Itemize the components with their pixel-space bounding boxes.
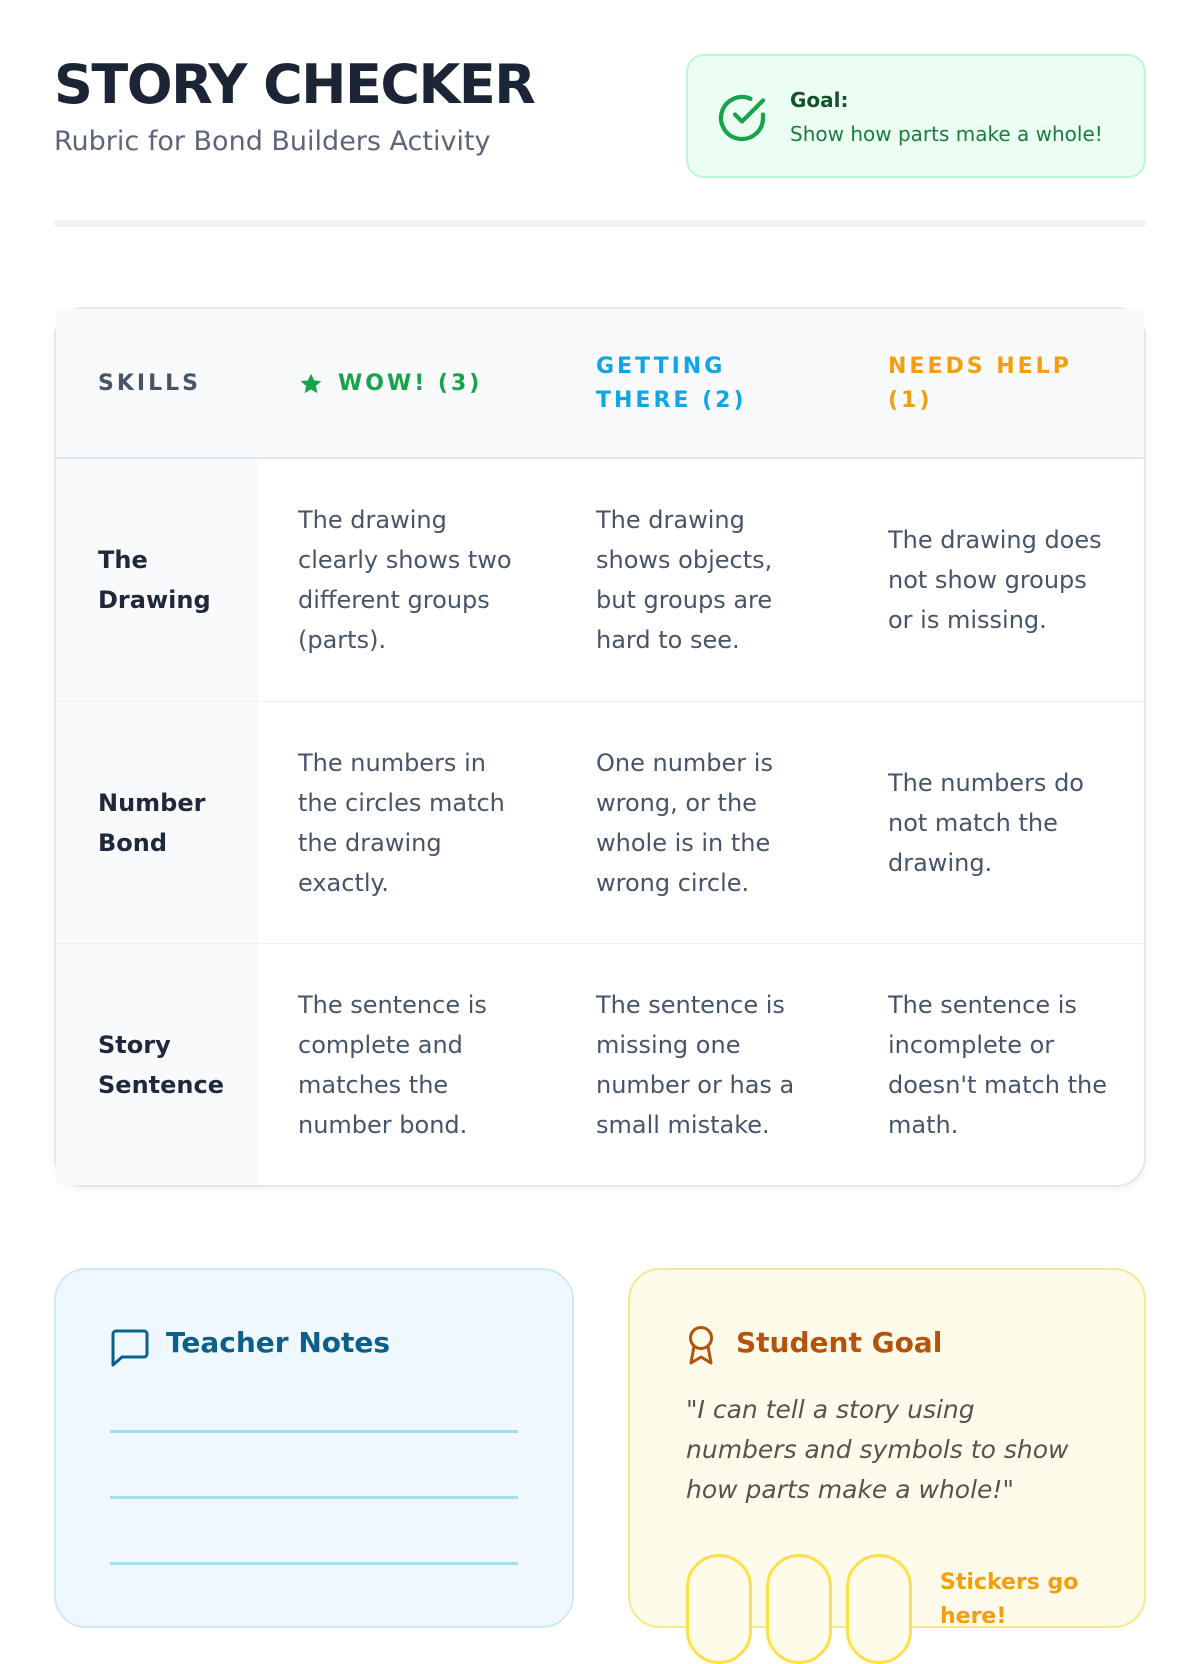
rubric-table bbox=[54, 307, 1146, 1187]
skill-cell bbox=[56, 702, 258, 943]
award-icon bbox=[684, 1324, 718, 1366]
goal-label: Goal: bbox=[790, 88, 849, 112]
criteria-wow: The drawing clearly shows two different groups (parts). bbox=[298, 506, 512, 654]
check-circle-icon bbox=[714, 90, 770, 146]
criteria-getting-there: The sentence is missing one number or has a small mistake. bbox=[596, 990, 795, 1139]
rubric-row-story-sentence bbox=[56, 943, 1144, 1185]
criteria-getting-there: One number is wrong, or the whole is in the wrong circle. bbox=[596, 748, 773, 897]
sticker-slot[interactable] bbox=[686, 1554, 752, 1664]
rubric-header-row bbox=[56, 309, 1144, 459]
sticker-slot[interactable] bbox=[846, 1554, 912, 1664]
column-header-wow bbox=[298, 309, 578, 459]
criteria-needs-help: The numbers do not match the drawing. bbox=[888, 768, 1084, 877]
criteria-needs-help: The sentence is incomplete or doesn't match the math. bbox=[888, 990, 1107, 1139]
message-square-icon bbox=[110, 1328, 150, 1368]
criteria-getting-there: The drawing shows objects, but groups are hard to see. bbox=[596, 506, 773, 654]
header-divider bbox=[54, 220, 1146, 227]
column-header-wow-label: WOW! (3) bbox=[338, 371, 483, 396]
teacher-notes-title: Teacher Notes bbox=[166, 1326, 391, 1359]
column-header-skills: SKILLS bbox=[98, 371, 201, 396]
page-header bbox=[54, 52, 1146, 182]
sticker-slot[interactable] bbox=[766, 1554, 832, 1664]
sticker-caption: Stickers go here! bbox=[940, 1570, 1079, 1629]
criteria-needs-help: The drawing does not show groups or is missing. bbox=[888, 526, 1102, 634]
page-subtitle: Rubric for Bond Builders Activity bbox=[54, 126, 491, 157]
column-header-getting-there: GETTING THERE (2) bbox=[596, 354, 747, 413]
star-icon bbox=[298, 371, 324, 397]
student-goal-card bbox=[628, 1268, 1146, 1628]
student-goal-quote: "I can tell a story using numbers and symbols to show how parts make a whole!" bbox=[686, 1395, 1069, 1504]
skill-name: Number Bond bbox=[98, 788, 206, 857]
note-writing-line[interactable] bbox=[110, 1562, 518, 1565]
teacher-notes-card bbox=[54, 1268, 574, 1628]
note-writing-line[interactable] bbox=[110, 1496, 518, 1499]
student-goal-title: Student Goal bbox=[736, 1326, 943, 1359]
rubric-row-number-bond bbox=[56, 701, 1144, 943]
criteria-wow: The numbers in the circles match the drawing exactly. bbox=[298, 748, 505, 897]
page-title: STORY CHECKER bbox=[54, 53, 535, 116]
column-header-needs-help: NEEDS HELP (1) bbox=[888, 354, 1072, 413]
rubric-row-drawing bbox=[56, 459, 1144, 701]
goal-text: Show how parts make a whole! bbox=[790, 122, 1103, 146]
note-writing-line[interactable] bbox=[110, 1430, 518, 1433]
skill-name: The Drawing bbox=[98, 546, 211, 614]
criteria-wow: The sentence is complete and matches the number bond. bbox=[298, 990, 487, 1139]
skill-cell bbox=[56, 459, 258, 701]
skill-cell bbox=[56, 944, 258, 1185]
goal-callout bbox=[686, 54, 1146, 178]
skill-name: Story Sentence bbox=[98, 1030, 224, 1099]
